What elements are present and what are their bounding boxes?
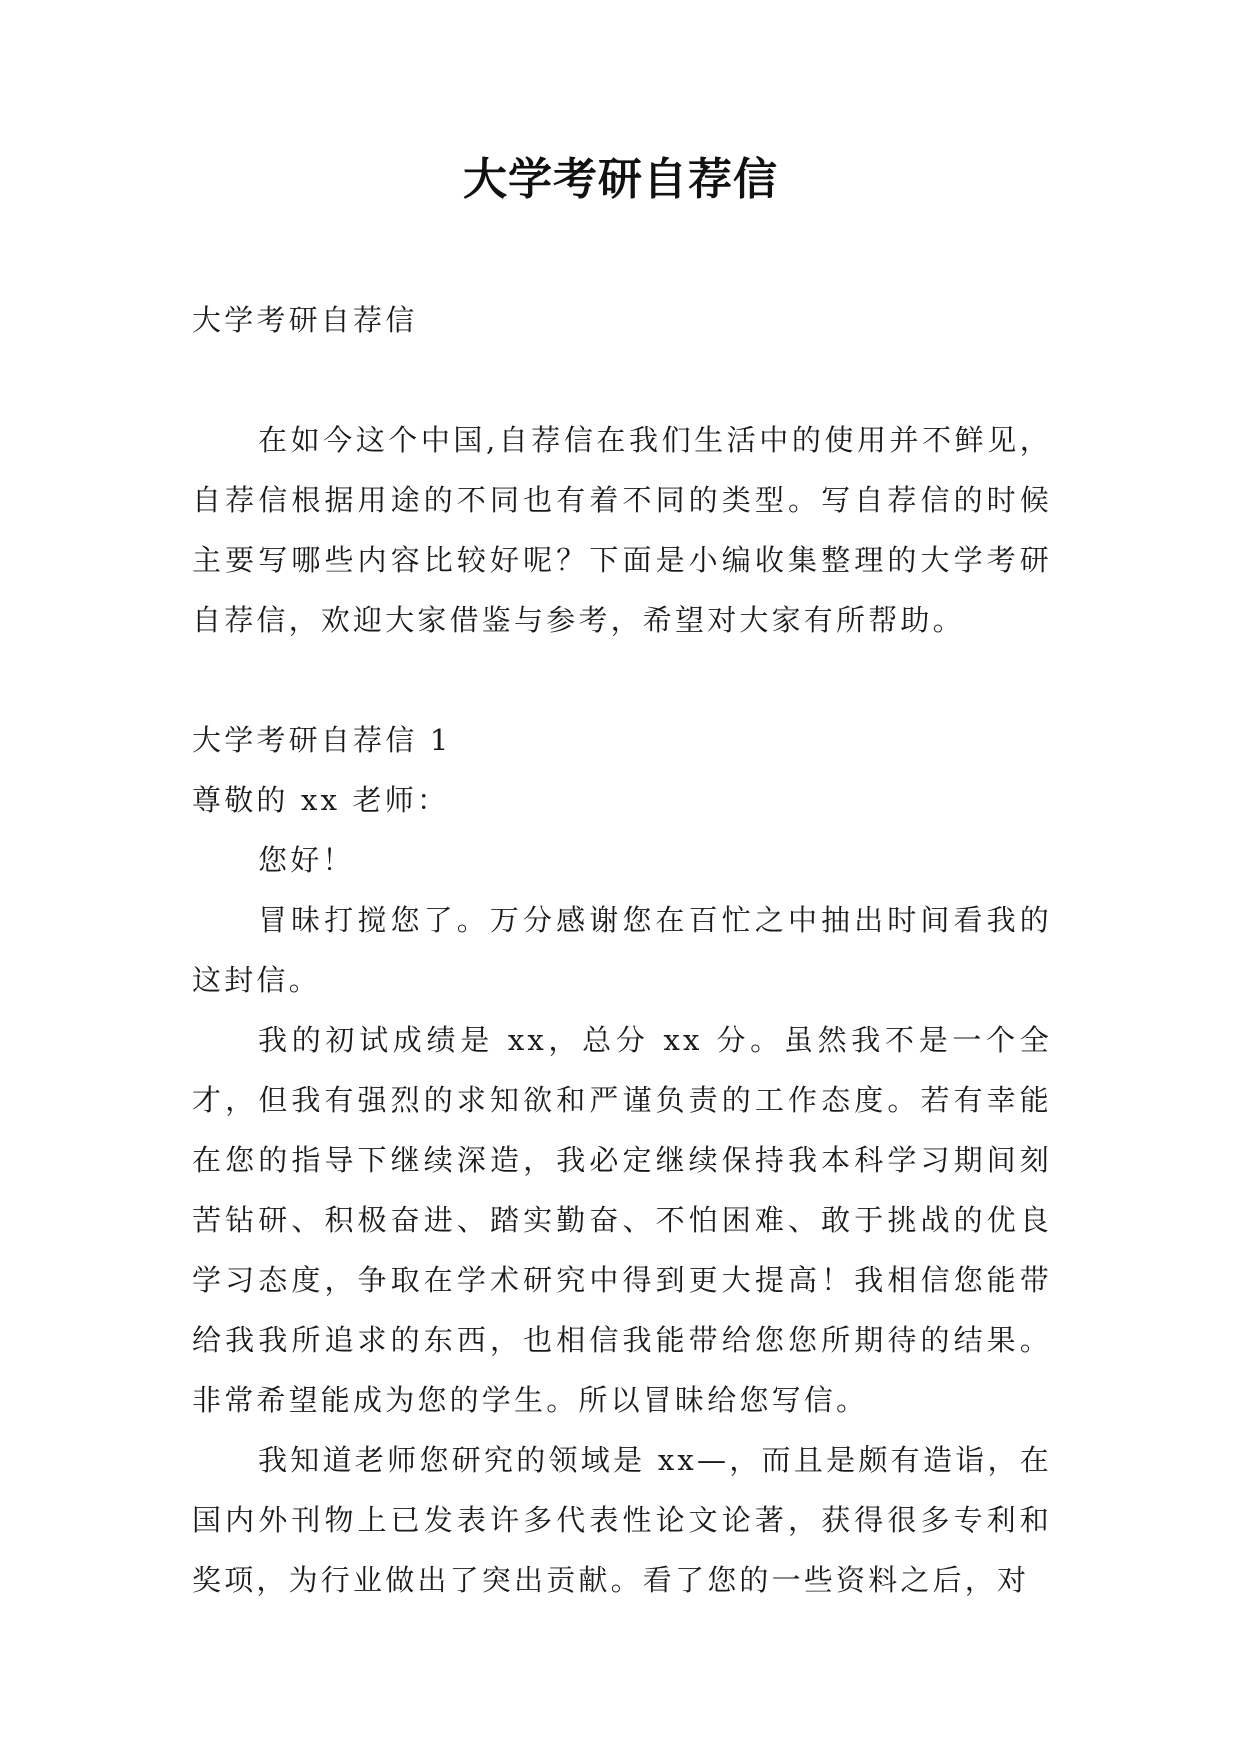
letter-paragraph: 我知道老师您研究的领域是 xx—，而且是颇有造诣，在国内外刊物上已发表许多代表性论文论著，获得很多专利和奖项，为行业做出了突出贡献。看了您的一些资料之后，对 bbox=[192, 1443, 1052, 1597]
letter-paragraph: 冒昧打搅您了。万分感谢您在百忙之中抽出时间看我的这封信。 bbox=[192, 903, 1052, 997]
subtitle: 大学考研自荐信 bbox=[192, 303, 418, 337]
document-body bbox=[192, 290, 1052, 1610]
letter-paragraph: 我的初试成绩是 xx，总分 xx 分。虽然我不是一个全才，但我有强烈的求知欲和严谨负责的工作态度。若有幸能在您的指导下继续深造，我必定继续保持我本科学习期间刻苦钻研、积极奋进、踏实勤奋、不怕困难、敢于挑战的优良学习态度，争取在学术研究中得到更大提高！我相信您能带给我我所追求的东西，也相信我能带给您您所期待的结果。非常希望能成为您的学生。所以冒昧给您写信。 bbox=[192, 1023, 1052, 1417]
intro-paragraph: 在如今这个中国,自荐信在我们生活中的使用并不鲜见，自荐信根据用途的不同也有着不同的类型。写自荐信的时候主要写哪些内容比较好呢？下面是小编收集整理的大学考研自荐信，欢迎大家借鉴与参考，希望对大家有所帮助。 bbox=[192, 423, 1052, 637]
letter-salutation: 尊敬的 xx 老师： bbox=[192, 783, 450, 817]
letter-greeting: 您好！ bbox=[258, 843, 355, 877]
document-title: 大学考研自荐信 bbox=[463, 154, 778, 205]
letter-heading: 大学考研自荐信 1 bbox=[192, 723, 452, 757]
